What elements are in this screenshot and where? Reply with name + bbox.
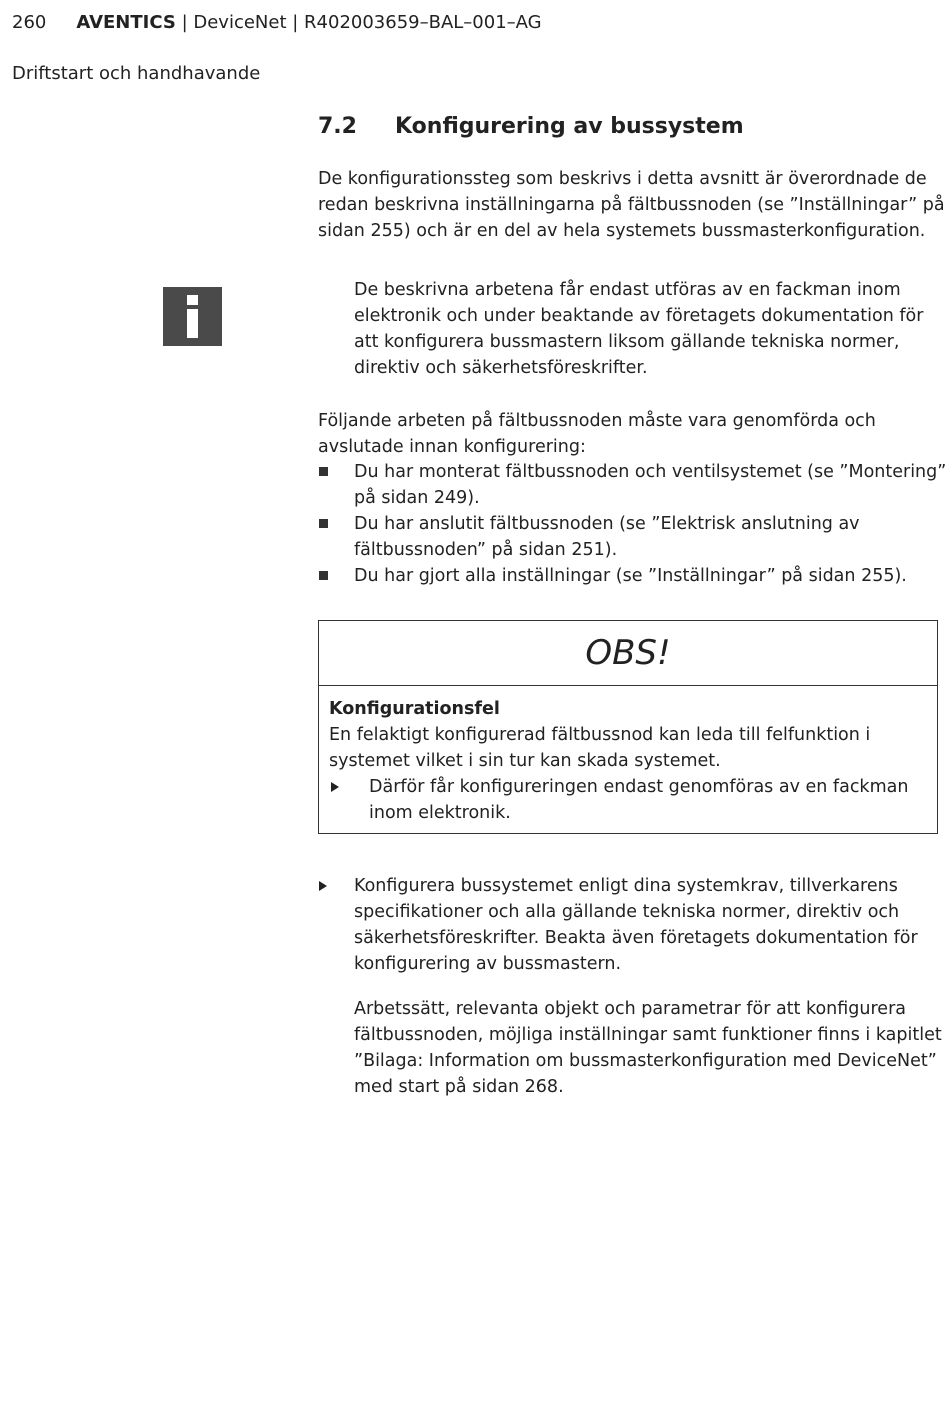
action-line: säkerhetsföreskrifter. Beakta även företagets dokumentation för: [354, 928, 918, 948]
reference-paragraph: [354, 996, 942, 1100]
brand-name: AVENTICS: [76, 12, 176, 33]
reference-line: fältbussnoden, möjliga inställningar samt funktioner finns i kapitlet: [354, 1025, 942, 1045]
arrow-bullet-icon: [331, 782, 339, 792]
intro-line: sidan 255) och är en del av hela systemets bussmasterkonfiguration.: [318, 221, 926, 241]
square-bullet-icon: [319, 467, 328, 476]
action-step: [318, 873, 918, 977]
list-item: [318, 459, 946, 511]
notice-subtitle: Konfigurationsfel: [329, 699, 500, 719]
page-number: 260: [12, 12, 47, 33]
header-separator: |: [286, 12, 305, 33]
info-icon-dot: [187, 295, 198, 305]
intro-line: redan beskrivna inställningarna på fältbussnoden (se ”Inställningar” på: [318, 195, 945, 215]
notice-body: [329, 722, 870, 774]
intro-line: De konfigurationssteg som beskrivs i detta avsnitt är överordnade de: [318, 169, 927, 189]
section-title: Konfigurering av bussystem: [395, 114, 744, 139]
square-bullet-icon: [319, 571, 328, 580]
info-note: [354, 277, 923, 381]
document-number: R402003659–BAL–001–AG: [304, 12, 542, 33]
list-item: [318, 511, 946, 563]
notice-box: [318, 620, 938, 834]
action-line: konfigurering av bussmastern.: [354, 954, 622, 974]
action-line: Konfigurera bussystemet enligt dina systemkrav, tillverkarens: [354, 876, 898, 896]
arrow-bullet-icon: [319, 881, 327, 891]
action-line: specifikationer och alla gällande tekniska normer, direktiv och: [354, 902, 900, 922]
list-item-line: Du har anslutit fältbussnoden (se ”Elektrisk anslutning av: [354, 514, 860, 534]
note-line: direktiv och säkerhetsföreskrifter.: [354, 358, 648, 378]
section-heading: [318, 112, 744, 142]
notice-action-line: inom elektronik.: [369, 803, 511, 823]
square-bullet-icon: [319, 519, 328, 528]
reference-line: ”Bilaga: Information om bussmasterkonfiguration med DeviceNet”: [354, 1051, 937, 1071]
intro-paragraph: [318, 166, 945, 244]
notice-action: [329, 774, 908, 826]
notice-body-line: En felaktigt konfigurerad fältbussnod kan leda till felfunktion i: [329, 725, 871, 745]
list-item-line: fältbussnoden” på sidan 251).: [354, 540, 618, 560]
reference-line: med start på sidan 268.: [354, 1077, 564, 1097]
list-item-line: Du har monterat fältbussnoden och ventilsystemet (se ”Montering”: [354, 462, 947, 482]
list-item-line: Du har gjort alla inställningar (se ”Inställningar” på sidan 255).: [354, 566, 907, 586]
list-item: [318, 563, 946, 589]
note-line: De beskrivna arbetena får endast utföras av en fackman inom: [354, 280, 901, 300]
section-number: 7.2: [318, 114, 357, 139]
note-line: elektronik och under beaktande av företagets dokumentation för: [354, 306, 924, 326]
prereq-line: avslutade innan konfigurering:: [318, 437, 586, 457]
page-header: [12, 10, 542, 36]
notice-header: [319, 621, 937, 686]
prereq-line: Följande arbeten på fältbussnoden måste vara genomförda och: [318, 411, 876, 431]
header-separator: |: [175, 12, 194, 33]
notice-title: OBS!: [585, 633, 671, 673]
note-line: att konfigurera bussmastern liksom gällande tekniska normer,: [354, 332, 900, 352]
info-icon: [163, 287, 222, 346]
prerequisites-intro: [318, 408, 876, 460]
list-item-line: på sidan 249).: [354, 488, 480, 508]
notice-action-line: Därför får konfigureringen endast genomföras av en fackman: [369, 777, 909, 797]
product-name: DeviceNet: [193, 12, 287, 33]
info-icon-stem: [187, 309, 198, 338]
notice-body-line: systemet vilket i sin tur kan skada systemet.: [329, 751, 721, 771]
chapter-title: Driftstart och handhavande: [12, 63, 261, 84]
prerequisites-list: [318, 459, 946, 589]
reference-line: Arbetssätt, relevanta objekt och parametrar för att konfigurera: [354, 999, 906, 1019]
